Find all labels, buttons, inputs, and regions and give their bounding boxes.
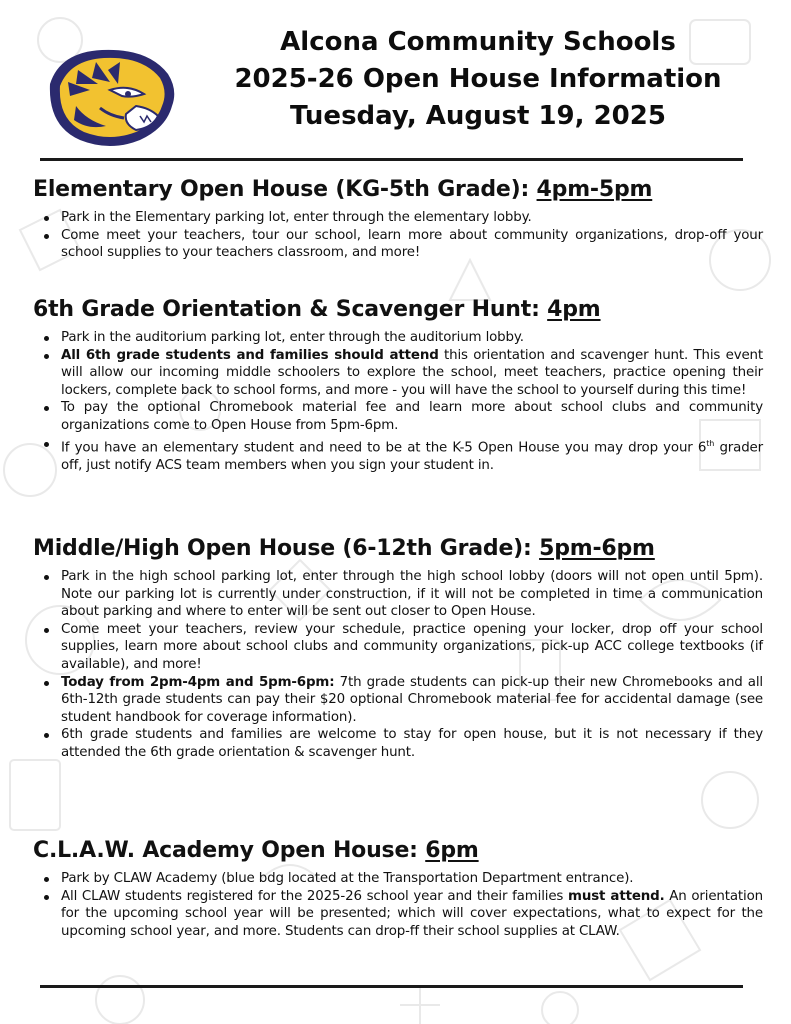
- item-text: If you have an elementary student and need to be at the K-5 Open House you may drop your 6: [61, 440, 707, 456]
- list-item: [61, 674, 763, 727]
- heading-text: C.L.A.W. Academy Open House:: [33, 838, 426, 863]
- list-item: [61, 347, 763, 400]
- list-item: To pay the optional Chromebook material fee and learn more about school clubs and community organizations come to Open House from 5pm-6pm.: [61, 400, 763, 433]
- section-middle-high: [33, 534, 763, 762]
- item-text: All CLAW students registered for the 2025-26 school year and their families: [61, 888, 569, 904]
- section-claw-academy: [33, 836, 763, 940]
- title-date: Tuesday, August 19, 2025: [290, 101, 666, 131]
- list-item: Park in the auditorium parking lot, enter through the auditorium lobby.: [61, 329, 763, 347]
- item-text: this orientation and scavenger hunt. This event will allow our incoming middle schoolers to explore the school, meet teachers, practice opening their lockers, complete back to school forms, and more - you will have the school to yourself during this time!: [61, 347, 763, 398]
- list-item: Come meet your teachers, review your schedule, practice opening your locker, drop off your school supplies, learn more about school clubs and community organizations, pick-up ACC college textbooks (if available), and more!: [61, 621, 763, 672]
- list-item: [61, 435, 763, 475]
- list-item: Park by CLAW Academy (blue bdg located at the Transportation Department entrance).: [61, 870, 763, 888]
- bullet-list: [33, 209, 763, 262]
- item-text: grader off, just notify ACS team members when you sign your student in.: [61, 440, 763, 473]
- heading-text: 6th Grade Orientation & Scavenger Hunt:: [33, 297, 548, 322]
- bullet-list: [33, 329, 763, 474]
- item-text: An orientation for the upcoming school year will be presented; which will cover expectations, what to expect for the upcoming school year, and more. Students can drop-ff their school supplies at CLAW.: [61, 888, 763, 939]
- list-item: 6th grade students and families are welcome to stay for open house, but it is not necessary if they attended the 6th grade orientation & scavenger hunt.: [61, 727, 763, 760]
- heading-time: 4pm: [547, 297, 601, 322]
- superscript: th: [706, 438, 715, 448]
- list-item: [61, 888, 763, 941]
- heading-time: 6pm: [425, 838, 479, 863]
- heading-time: 4pm-5pm: [536, 177, 653, 202]
- section-heading: [33, 836, 763, 866]
- header: [0, 22, 791, 152]
- list-item: Park in the high school parking lot, enter through the high school lobby (doors will not open until 5pm). Note our parking lot is currently under construction, if it will not be completed in time a communication about parking and where to enter will be sent out closer to Open House.: [61, 569, 763, 620]
- section-heading: [33, 175, 763, 205]
- list-item: Park in the Elementary parking lot, enter through the elementary lobby.: [61, 209, 763, 227]
- heading-text: Elementary Open House (KG-5th Grade):: [33, 177, 537, 202]
- bullet-list: [33, 870, 763, 940]
- title-school: Alcona Community Schools: [280, 27, 676, 57]
- title-event: 2025-26 Open House Information: [234, 64, 722, 94]
- heading-text: Middle/High Open House (6-12th Grade):: [33, 536, 540, 561]
- list-item: Come meet your teachers, tour our school, learn more about community organizations, drop-off your school supplies to your teachers classroom, and more!: [61, 227, 763, 261]
- heading-time: 5pm-6pm: [539, 536, 655, 561]
- emphasis-text: must attend.: [568, 888, 665, 904]
- emphasis-text: All 6th grade students and families should attend: [61, 347, 439, 363]
- tiger-logo-icon: [40, 44, 180, 152]
- emphasis-text: Today from 2pm-4pm and 5pm-6pm:: [61, 674, 335, 690]
- section-sixth-grade: [33, 295, 763, 474]
- title-block: [178, 24, 778, 135]
- section-elementary: [33, 175, 763, 262]
- divider-top: [40, 158, 743, 161]
- section-heading: [33, 534, 763, 564]
- divider-bottom: [40, 985, 743, 988]
- item-text: 7th grade students can pick-up their new Chromebooks and all 6th-12th grade students can pay their $20 optional Chromebook material fee for accidental damage (see student handbook for coverage information).: [61, 674, 764, 725]
- bullet-list: [33, 568, 763, 762]
- section-heading: [33, 295, 763, 325]
